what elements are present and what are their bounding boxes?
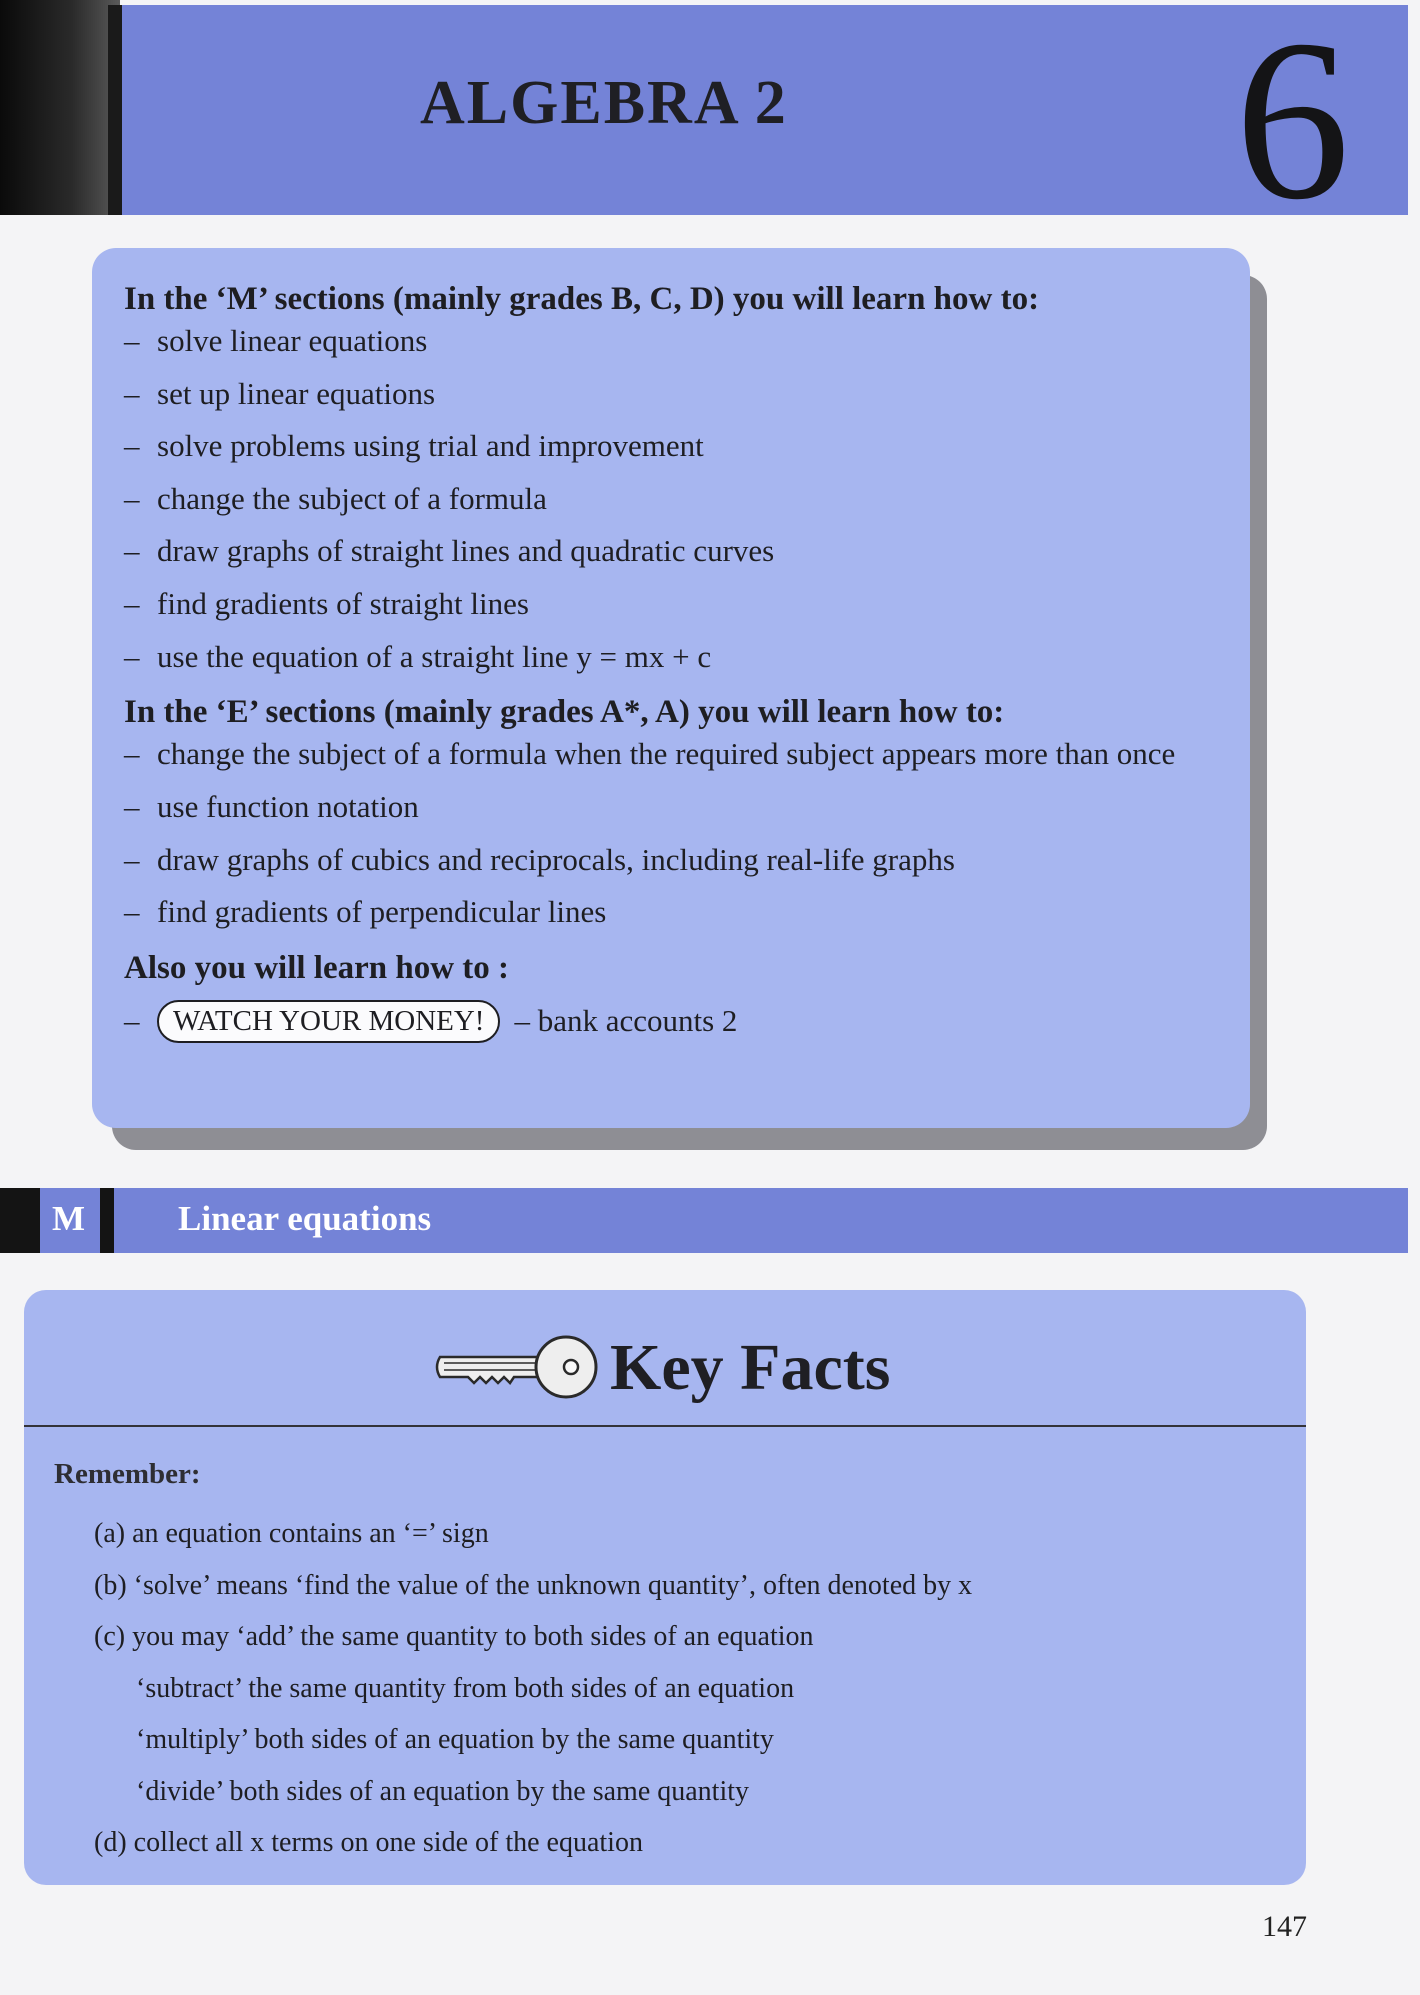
chapter-title: ALGEBRA 2 bbox=[420, 69, 788, 137]
objective-item: – change the subject of a formula bbox=[124, 481, 1218, 517]
key-fact-item: ‘divide’ both sides of an equation by the same quantity bbox=[136, 1775, 750, 1807]
key-fact-item: (b) ‘solve’ means ‘find the value of the unknown quantity’, often denoted by x bbox=[94, 1569, 973, 1601]
section-title: Linear equations bbox=[178, 1199, 432, 1238]
e-sections-heading: In the ‘E’ sections (mainly grades A*, A) you will learn how to: bbox=[124, 694, 1005, 731]
also-item bbox=[124, 1000, 1218, 1043]
objective-item: – change the subject of a formula when the required subject appears more than once bbox=[124, 736, 1218, 772]
watch-your-money-badge: WATCH YOUR MONEY! bbox=[157, 1000, 500, 1043]
key-fact-item: (c) you may ‘add’ the same quantity to both sides of an equation bbox=[94, 1621, 814, 1652]
section-edge bbox=[0, 1188, 40, 1253]
key-icon bbox=[434, 1330, 598, 1404]
key-facts-divider bbox=[24, 1425, 1306, 1427]
key-fact-item: ‘multiply’ both sides of an equation by the same quantity bbox=[136, 1724, 774, 1755]
list-dash: – bbox=[124, 1003, 140, 1039]
objective-item: – draw graphs of cubics and reciprocals, including real-life graphs bbox=[124, 842, 1218, 878]
key-facts-list bbox=[94, 1508, 972, 1869]
also-heading: Also you will learn how to : bbox=[124, 949, 510, 986]
objective-item: – use the equation of a straight line y = mx + c bbox=[124, 639, 1218, 675]
chapter-number: 6 bbox=[1235, 0, 1350, 247]
page-edge-strip bbox=[0, 0, 120, 215]
key-fact-item: ‘subtract’ the same quantity from both sides of an equation bbox=[136, 1672, 795, 1704]
remember-label: Remember: bbox=[54, 1458, 201, 1490]
also-item-text: – bank accounts 2 bbox=[514, 1003, 738, 1039]
objective-item: – use function notation bbox=[124, 789, 1218, 825]
objective-item: – draw graphs of straight lines and quadratic curves bbox=[124, 533, 1218, 569]
section-accent-bar bbox=[100, 1188, 114, 1253]
key-fact-item: (a) an equation contains an ‘=’ sign bbox=[94, 1518, 489, 1549]
objective-item: – find gradients of perpendicular lines bbox=[124, 894, 1218, 930]
objective-item: – find gradients of straight lines bbox=[124, 586, 1218, 622]
header-accent-bar bbox=[108, 5, 122, 215]
m-objectives-list bbox=[124, 323, 1218, 674]
section-letter: M bbox=[52, 1199, 86, 1238]
m-sections-heading: In the ‘M’ sections (mainly grades B, C, D) you will learn how to: bbox=[124, 281, 1040, 317]
objective-item: – set up linear equations bbox=[124, 376, 1218, 412]
objective-item: – solve problems using trial and improvement bbox=[124, 428, 1218, 464]
objectives-panel bbox=[92, 248, 1250, 1128]
key-fact-item: (d) collect all x terms on one side of the equation bbox=[94, 1827, 643, 1858]
e-objectives-list bbox=[124, 736, 1218, 930]
page-number: 147 bbox=[1262, 1910, 1307, 1943]
key-facts-panel bbox=[24, 1290, 1306, 1885]
objective-item: – solve linear equations bbox=[124, 323, 1218, 359]
key-facts-title: Key Facts bbox=[610, 1331, 891, 1404]
